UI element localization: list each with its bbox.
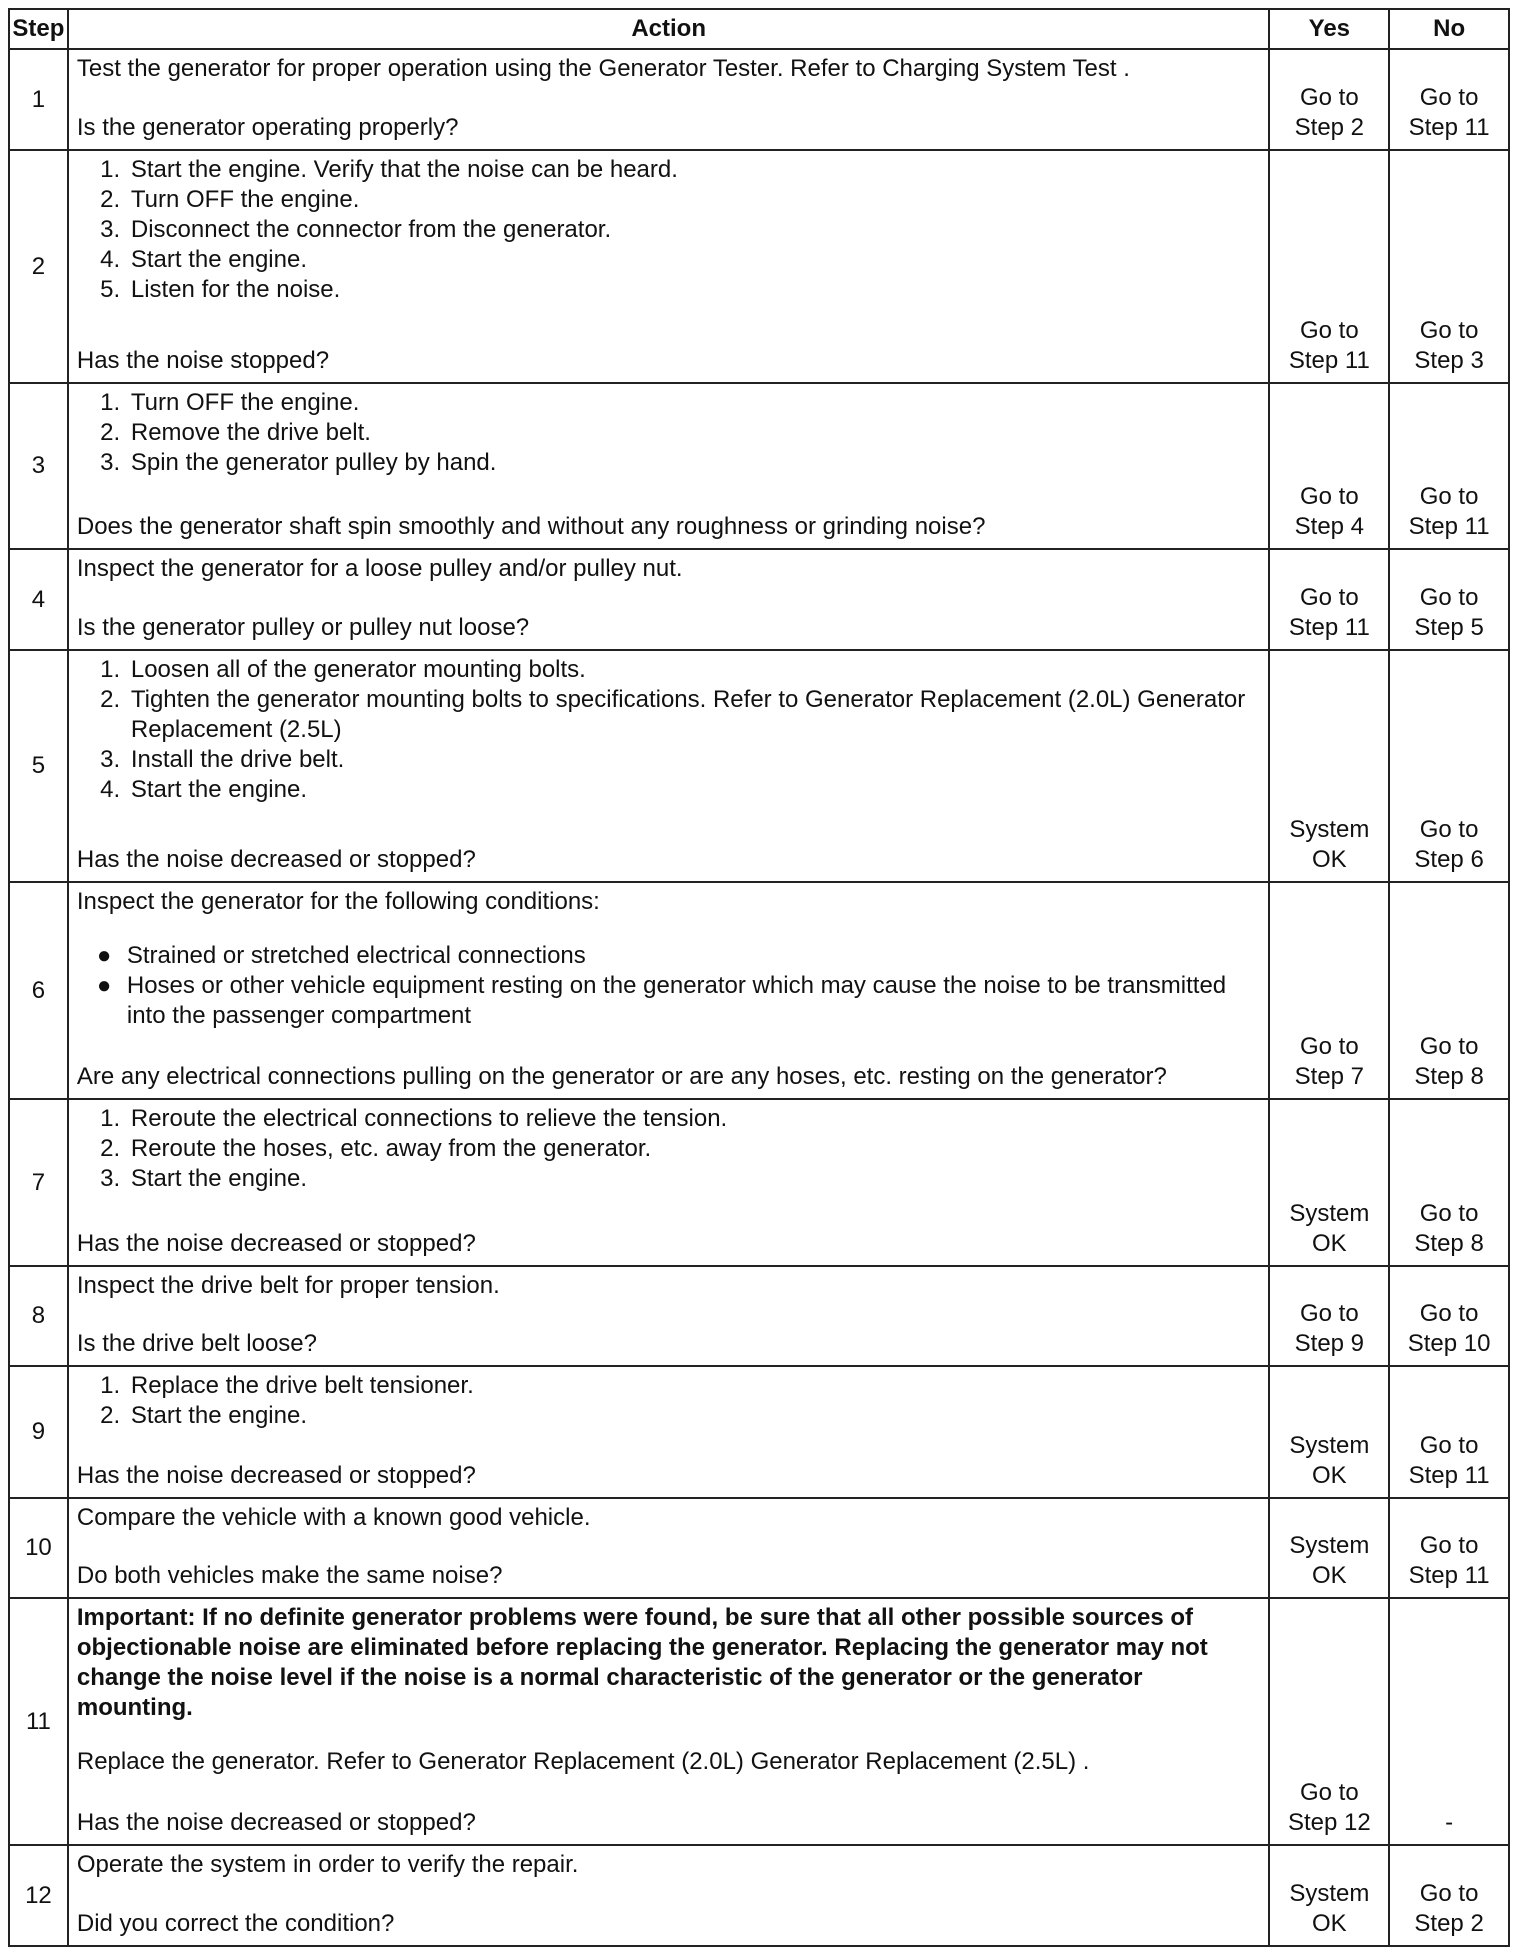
no-result [1389,1845,1509,1946]
action-cell [68,882,1270,1099]
table-row [9,1266,1509,1366]
no-result-line: Step 5 [1414,614,1484,641]
table-row [9,150,1509,383]
step-number: 5 [9,650,68,882]
action-cell [68,150,1270,383]
action-text: Test the generator for proper operation using the Generator Tester. Refer to Charging System Test . [76,55,1130,82]
no-result-line: Go to [1419,1033,1479,1060]
bullet-text: Strained or stretched electrical connections [126,942,586,969]
no-result-line: Go to [1419,1880,1479,1907]
header-step: Step [9,9,68,49]
no-result-line: Go to [1419,317,1479,344]
action-steps-list [77,388,1261,478]
bullet-icon: ● [96,972,112,999]
action-text: Compare the vehicle with a known good vehicle. [76,1504,591,1531]
step-number: 12 [9,1845,68,1946]
table-row [9,1099,1509,1266]
yes-result-line: Step 7 [1294,1063,1365,1090]
diagnostic-table [8,8,1510,1947]
yes-result-line: Step 11 [1288,347,1370,374]
no-result-line: Step 3 [1414,347,1484,374]
action-question: Has the noise stopped? [76,347,330,374]
yes-result-line: Go to [1299,1300,1359,1327]
action-question: Is the generator operating properly? [76,114,459,141]
action-question: Has the noise decreased or stopped? [76,846,476,873]
yes-result [1269,1598,1389,1845]
no-result-line: Go to [1419,1532,1479,1559]
list-item: 2. Reroute the hoses, etc. away from the generator. [127,1134,1261,1164]
no-result [1389,383,1509,549]
list-item: 4. Start the engine. [127,245,1261,275]
step-number: 8 [9,1266,68,1366]
yes-result-line: Go to [1299,584,1359,611]
table-row [9,549,1509,650]
important-note: Important: If no definite generator problems were found, be sure that all other possible sources of objectionable noise are eliminated before replacing the generator. Replacing the generator may not change the noise level if the noise is a normal characteristic of the generator or the generator mounting. [76,1604,1208,1721]
table-row [9,49,1509,150]
step-number: 1 [9,49,68,150]
action-cell [68,1099,1270,1266]
action-cell [68,549,1270,650]
yes-result [1269,1498,1389,1598]
yes-result [1269,1845,1389,1946]
list-item: 1. Start the engine. Verify that the noise can be heard. [127,155,1261,185]
list-item: 3. Disconnect the connector from the generator. [127,215,1261,245]
yes-result-line: Step 9 [1294,1330,1365,1357]
action-cell [68,49,1270,150]
action-question: Did you correct the condition? [76,1910,395,1937]
no-result [1389,1366,1509,1498]
yes-result [1269,49,1389,150]
list-item: 4. Start the engine. [127,775,1261,805]
no-result [1389,1266,1509,1366]
header-row [9,9,1509,49]
action-question: Is the drive belt loose? [76,1330,317,1357]
yes-result [1269,383,1389,549]
table-row [9,1598,1509,1845]
no-result-line: - [1445,1809,1454,1836]
yes-result [1269,1099,1389,1266]
step-number: 6 [9,882,68,1099]
no-result-line: Step 11 [1408,1562,1490,1589]
action-text: Inspect the generator for the following conditions: [76,888,600,915]
header-yes: Yes [1269,9,1389,49]
action-text: Inspect the drive belt for proper tension. [76,1272,500,1299]
step-number: 7 [9,1099,68,1266]
yes-result-line: System [1289,816,1370,843]
yes-result-line: Go to [1299,1033,1359,1060]
action-cell [68,1498,1270,1598]
action-steps-list [77,1104,1261,1194]
table-row [9,383,1509,549]
action-question: Is the generator pulley or pulley nut loose? [76,614,530,641]
yes-result-line: OK [1312,1910,1347,1937]
no-result [1389,1598,1509,1845]
table-body [9,49,1509,1946]
list-item: 1. Reroute the electrical connections to relieve the tension. [127,1104,1261,1134]
list-item: 3. Spin the generator pulley by hand. [127,448,1261,478]
list-item: 1. Replace the drive belt tensioner. [127,1371,1261,1401]
conditions-list [77,941,1261,1031]
yes-result-line: OK [1312,1230,1347,1257]
yes-result-line: Go to [1299,84,1359,111]
no-result-line: Step 6 [1414,846,1484,873]
yes-result [1269,882,1389,1099]
list-item [97,941,1261,971]
no-result [1389,650,1509,882]
yes-result [1269,549,1389,650]
action-steps-list [77,1371,1261,1431]
table-row [9,1845,1509,1946]
no-result [1389,1498,1509,1598]
action-question: Does the generator shaft spin smoothly and without any roughness or grinding noise? [76,513,986,540]
action-steps-list [77,655,1261,805]
no-result-line: Step 10 [1407,1330,1491,1357]
bullet-text: Hoses or other vehicle equipment resting on the generator which may cause the noise to be transmitted into the passenger compartment [126,972,1227,1029]
yes-result-line: OK [1312,846,1347,873]
action-text: Inspect the generator for a loose pulley and/or pulley nut. [76,555,683,582]
yes-result-line: Step 4 [1294,513,1365,540]
no-result-line: Go to [1419,1200,1479,1227]
yes-result [1269,1366,1389,1498]
no-result-line: Step 2 [1414,1910,1484,1937]
header-no: No [1389,9,1509,49]
step-number: 2 [9,150,68,383]
no-result-line: Step 11 [1408,1462,1490,1489]
yes-result-line: Go to [1299,317,1359,344]
action-cell [68,650,1270,882]
action-cell [68,1845,1270,1946]
list-item: 2. Start the engine. [127,1401,1261,1431]
action-text: Replace the generator. Refer to Generator Replacement (2.0L) Generator Replacement (2.5L) . [76,1748,1090,1775]
action-question: Has the noise decreased or stopped? [76,1230,476,1257]
no-result [1389,150,1509,383]
list-item: 3. Install the drive belt. [127,745,1261,775]
yes-result-line: System [1289,1532,1370,1559]
no-result-line: Step 8 [1414,1230,1484,1257]
header-action: Action [68,9,1270,49]
action-cell [68,1366,1270,1498]
list-item: 2. Tighten the generator mounting bolts to specifications. Refer to Generator Replacement (2.0L) Generator Replacement (2.5L) [127,685,1261,745]
list-item: 3. Start the engine. [127,1164,1261,1194]
no-result-line: Go to [1419,84,1479,111]
no-result-line: Go to [1419,816,1479,843]
action-cell [68,383,1270,549]
no-result [1389,549,1509,650]
yes-result-line: Step 12 [1287,1809,1371,1836]
list-item: 1. Turn OFF the engine. [127,388,1261,418]
action-question: Do both vehicles make the same noise? [76,1562,503,1589]
bullet-icon: ● [96,942,112,969]
yes-result-line: Step 11 [1288,614,1370,641]
list-item [97,971,1261,1031]
action-text: Operate the system in order to verify the repair. [76,1851,579,1878]
step-number: 11 [9,1598,68,1845]
action-steps-list [77,155,1261,305]
yes-result-line: Step 2 [1294,114,1365,141]
no-result-line: Go to [1419,584,1479,611]
yes-result-line: Go to [1299,483,1359,510]
list-item: 5. Listen for the noise. [127,275,1261,305]
list-item: 2. Remove the drive belt. [127,418,1261,448]
no-result-line: Step 11 [1408,513,1490,540]
list-item: 1. Loosen all of the generator mounting bolts. [127,655,1261,685]
yes-result-line: System [1289,1200,1370,1227]
action-question: Are any electrical connections pulling on the generator or are any hoses, etc. resting on the generator? [76,1063,1167,1090]
yes-result [1269,1266,1389,1366]
table-row [9,1366,1509,1498]
yes-result-line: System [1289,1432,1370,1459]
yes-result-line: System [1289,1880,1370,1907]
step-number: 3 [9,383,68,549]
yes-result [1269,150,1389,383]
table-row [9,1498,1509,1598]
yes-result-line: Go to [1299,1779,1359,1806]
yes-result-line: OK [1312,1462,1347,1489]
no-result [1389,1099,1509,1266]
action-cell [68,1266,1270,1366]
list-item: 2. Turn OFF the engine. [127,185,1261,215]
step-number: 10 [9,1498,68,1598]
no-result-line: Step 11 [1408,114,1490,141]
no-result [1389,49,1509,150]
no-result-line: Step 8 [1414,1063,1484,1090]
action-cell [68,1598,1270,1845]
step-number: 4 [9,549,68,650]
no-result-line: Go to [1419,1300,1479,1327]
yes-result-line: OK [1312,1562,1347,1589]
table-row [9,882,1509,1099]
action-question: Has the noise decreased or stopped? [76,1809,476,1836]
no-result-line: Go to [1419,1432,1479,1459]
step-number: 9 [9,1366,68,1498]
yes-result [1269,650,1389,882]
no-result-line: Go to [1419,483,1479,510]
no-result [1389,882,1509,1099]
action-question: Has the noise decreased or stopped? [76,1462,476,1489]
table-row [9,650,1509,882]
